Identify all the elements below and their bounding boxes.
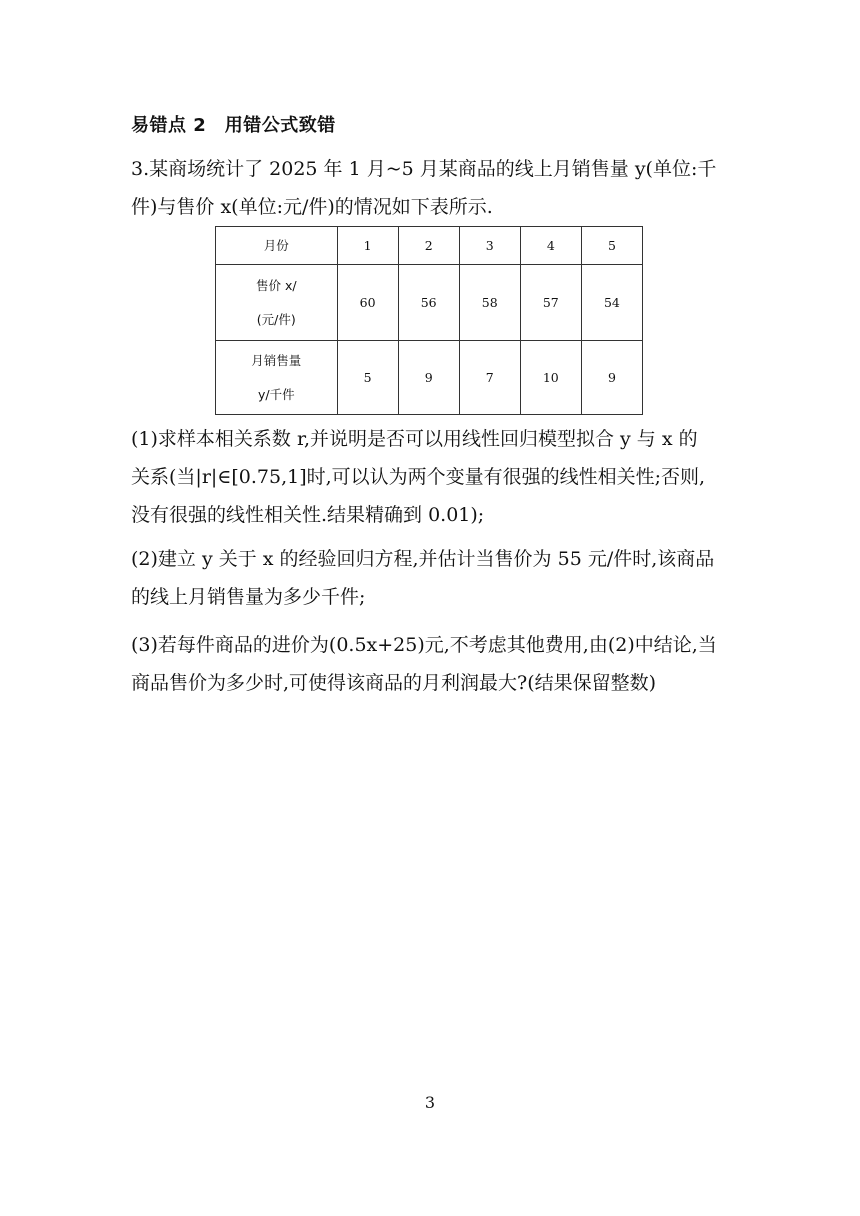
- table-row-sales: [216, 341, 643, 415]
- page-number: 3: [424, 1093, 436, 1112]
- sub-question-line: (3)若每件商品的进价为(0.5x+25)元,不考虑其他费用,由(2)中结论,当: [131, 634, 717, 656]
- problem-stem: [131, 150, 731, 226]
- sub-question-2: [131, 540, 731, 616]
- table-cell-sales: 9: [398, 341, 459, 415]
- table-cell-price: 57: [520, 265, 581, 341]
- price-label-line: 售价 x/: [255, 277, 297, 293]
- table-cell-month: 2: [398, 227, 459, 265]
- sub-question-line: 关系(当|r|∈[0.75,1]时,可以认为两个变量有很强的线性相关性;否则,: [131, 466, 706, 488]
- data-table: [215, 226, 643, 415]
- sub-question-line: 的线上月销售量为多少千件;: [131, 586, 366, 608]
- sales-label-line: 月销售量: [251, 352, 302, 368]
- sub-question-line: 没有很强的线性相关性.结果精确到 0.01);: [131, 504, 485, 526]
- table-cell-month: 3: [459, 227, 520, 265]
- table-cell-price: 56: [398, 265, 459, 341]
- problem-stem-line: 件)与售价 x(单位:元/件)的情况如下表所示.: [131, 196, 493, 218]
- table-header-month: 月份: [216, 227, 338, 265]
- sub-question-line: (1)求样本相关系数 r,并说明是否可以用线性回归模型拟合 y 与 x 的: [131, 428, 698, 450]
- table-cell-month: 1: [337, 227, 398, 265]
- table-cell-month: 4: [520, 227, 581, 265]
- table-cell-price: 54: [581, 265, 642, 341]
- sub-question-line: 商品售价为多少时,可使得该商品的月利润最大?(结果保留整数): [131, 672, 657, 694]
- price-label-line: (元/件): [256, 311, 296, 327]
- table-label-price: [216, 265, 338, 341]
- sales-label-line: y/千件: [257, 386, 295, 402]
- table-row-month: [216, 227, 643, 265]
- sub-question-3: [131, 626, 731, 702]
- table-cell-sales: 10: [520, 341, 581, 415]
- table-cell-sales: 7: [459, 341, 520, 415]
- table-cell-month: 5: [581, 227, 642, 265]
- table-cell-price: 60: [337, 265, 398, 341]
- problem-stem-line: 3.某商场统计了 2025 年 1 月~5 月某商品的线上月销售量 y(单位:千: [131, 158, 717, 180]
- table-cell-sales: 5: [337, 341, 398, 415]
- sub-question-line: (2)建立 y 关于 x 的经验回归方程,并估计当售价为 55 元/件时,该商品: [131, 548, 715, 570]
- sub-question-1: [131, 420, 731, 534]
- table-row-price: [216, 265, 643, 341]
- section-heading: 易错点 2 用错公式致错: [131, 115, 336, 136]
- table-cell-sales: 9: [581, 341, 642, 415]
- table-cell-price: 58: [459, 265, 520, 341]
- table-label-sales: [216, 341, 338, 415]
